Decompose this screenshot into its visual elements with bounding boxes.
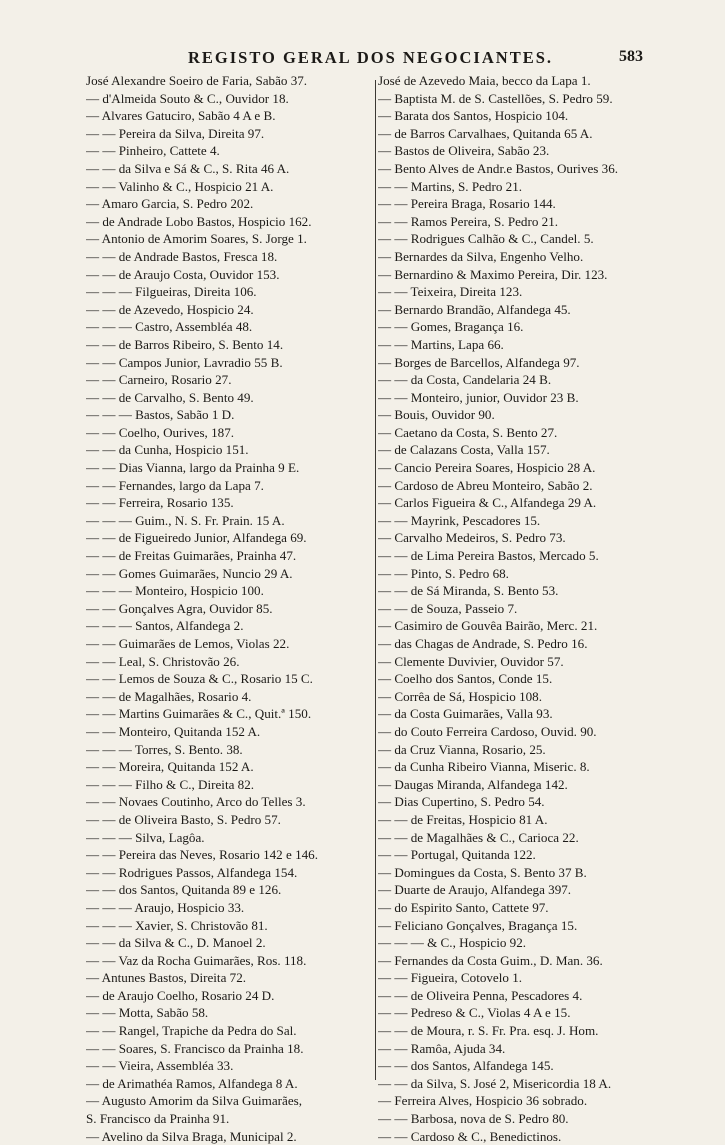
directory-entry: — Antonio de Amorim Soares, S. Jorge 1.: [86, 231, 307, 247]
directory-entry: — Carlos Figueira & C., Alfandega 29 A.: [378, 495, 597, 511]
directory-entry: — — Valinho & C., Hospicio 21 A.: [86, 178, 274, 194]
directory-entry: — Duarte de Araujo, Alfandega 397.: [378, 882, 572, 898]
directory-entry: — — — Castro, Assembléa 48.: [86, 319, 253, 335]
directory-entry: — — — Araujo, Hospicio 33.: [86, 899, 245, 915]
page-number: 583: [619, 48, 643, 65]
directory-entry: — — Vaz da Rocha Guimarães, Ros. 118.: [86, 952, 307, 968]
directory-entry: — — Portugal, Quitanda 122.: [378, 847, 536, 863]
directory-entry: — Feliciano Gonçalves, Bragança 15.: [378, 917, 578, 933]
directory-entry: S. Francisco da Prainha 91.: [86, 1111, 230, 1127]
directory-entry: — — da Silva & C., D. Manoel 2.: [86, 935, 266, 951]
directory-entry: — — Leal, S. Christovão 26.: [86, 653, 240, 669]
directory-entry: — — da Cunha, Hospicio 151.: [86, 442, 249, 458]
directory-entry: — — Martins Guimarães & C., Quit.ª 150.: [86, 706, 312, 722]
directory-entry: — Carvalho Medeiros, S. Pedro 73.: [378, 530, 566, 546]
left-column: [86, 72, 373, 1145]
directory-entry: — — — Guim., N. S. Fr. Prain. 15 A.: [86, 512, 285, 528]
directory-entry: — Avelino da Silva Braga, Municipal 2.: [86, 1128, 297, 1144]
directory-entry: — Coelho dos Santos, Conde 15.: [378, 671, 553, 687]
directory-entry: — — da Costa, Candelaria 24 B.: [378, 372, 552, 388]
directory-entry: — — Figueira, Cotovelo 1.: [378, 970, 523, 986]
directory-entry: — Bastos de Oliveira, Sabão 23.: [378, 143, 550, 159]
directory-entry: — — de Lima Pereira Bastos, Mercado 5.: [378, 548, 599, 564]
directory-entry: — Bouis, Ouvidor 90.: [378, 407, 495, 423]
directory-entry: — Corrêa de Sá, Hospicio 108.: [378, 688, 543, 704]
directory-entry: — Cardoso de Abreu Monteiro, Sabão 2.: [378, 477, 593, 493]
directory-entry: — — Pinheiro, Cattete 4.: [86, 143, 220, 159]
directory-entry: — — Fernandes, largo da Lapa 7.: [86, 477, 264, 493]
directory-entry: — da Cruz Vianna, Rosario, 25.: [378, 741, 546, 757]
directory-entry: — — — Filgueiras, Direita 106.: [86, 284, 257, 300]
directory-entry: — — Mayrink, Pescadores 15.: [378, 512, 541, 528]
directory-entry: — — da Silva, S. José 2, Misericordia 18 A.: [378, 1075, 612, 1091]
directory-entry: — — de Freitas, Hospicio 81 A.: [378, 811, 548, 827]
directory-entry: — Domingues da Costa, S. Bento 37 B.: [378, 864, 587, 880]
directory-entry: — — Carneiro, Rosario 27.: [86, 372, 232, 388]
directory-entry: — — Guimarães de Lemos, Violas 22.: [86, 636, 290, 651]
directory-entry: — — Gomes, Bragança 16.: [378, 319, 524, 335]
directory-entry: — Bernardes da Silva, Engenho Velho.: [378, 248, 584, 264]
directory-entry: — — Rangel, Trapiche da Pedra do Sal.: [86, 1023, 297, 1039]
directory-entry: — Bernardino & Maximo Pereira, Dir. 123.: [378, 266, 608, 282]
right-column: [378, 72, 655, 1145]
directory-entry: — — Ferreira, Rosario 135.: [86, 495, 234, 511]
directory-entry: — — de Barros Ribeiro, S. Bento 14.: [86, 336, 284, 352]
directory-entry: — Borges de Barcellos, Alfandega 97.: [378, 354, 580, 370]
directory-entry: — — Lemos de Souza & C., Rosario 15 C.: [86, 671, 313, 687]
directory-entry: — da Cunha Ribeiro Vianna, Miseric. 8.: [378, 759, 590, 775]
directory-entry: — — Martins, Lapa 66.: [378, 336, 504, 352]
directory-entry: — — de Magalhães, Rosario 4.: [86, 688, 252, 704]
directory-entry: — — Ramôa, Ajuda 34.: [378, 1040, 506, 1056]
directory-entry: — Ferreira Alves, Hospicio 36 sobrado.: [378, 1093, 588, 1109]
directory-entry: — Baptista M. de S. Castellões, S. Pedro 59.: [378, 90, 613, 106]
directory-entry: — do Couto Ferreira Cardoso, Ouvid. 90.: [378, 723, 597, 739]
directory-entry: — Clemente Duvivier, Ouvidor 57.: [378, 653, 564, 669]
directory-entry: — — — Torres, S. Bento. 38.: [86, 741, 243, 757]
directory-entry: — Fernandes da Costa Guim., D. Man. 36.: [378, 952, 603, 968]
directory-entry: — — Pereira da Silva, Direita 97.: [86, 125, 265, 141]
directory-entry: — Cancio Pereira Soares, Hospicio 28 A.: [378, 460, 596, 476]
directory-entry: — Caetano da Costa, S. Bento 27.: [378, 424, 558, 440]
directory-entry: — Antunes Bastos, Direita 72.: [86, 970, 247, 986]
directory-entry: — — de Magalhães & C., Carioca 22.: [378, 829, 579, 845]
directory-entry: — — Pereira das Neves, Rosario 142 e 146.: [86, 847, 318, 863]
directory-entry: — — dos Santos, Quitanda 89 e 126.: [86, 882, 282, 898]
directory-entry: — — de Souza, Passeio 7.: [378, 600, 518, 616]
directory-entry: — — Monteiro, Quitanda 152 A.: [86, 723, 261, 739]
directory-entry: — — de Figueiredo Junior, Alfandega 69.: [86, 530, 307, 546]
directory-entry: — de Arimathéa Ramos, Alfandega 8 A.: [86, 1075, 298, 1091]
directory-entry: — — Barbosa, nova de S. Pedro 80.: [378, 1111, 569, 1127]
directory-entry: — — — Monteiro, Hospicio 100.: [86, 583, 264, 599]
directory-entry: — de Andrade Lobo Bastos, Hospicio 162.: [86, 213, 312, 229]
directory-entry: — do Espirito Santo, Cattete 97.: [378, 899, 549, 915]
directory-entry: — — de Araujo Costa, Ouvidor 153.: [86, 266, 280, 282]
directory-entry: — — Cardoso & C., Benedictinos.: [378, 1128, 562, 1144]
directory-entry: — de Araujo Coelho, Rosario 24 D.: [86, 987, 275, 1003]
directory-entry: — — Vieira, Assembléa 33.: [86, 1058, 234, 1074]
directory-entry: — — — Bastos, Sabão 1 D.: [86, 407, 235, 423]
page-header: [86, 48, 643, 72]
directory-entry: — — — Silva, Lagôa.: [86, 829, 205, 845]
directory-entry: — — Novaes Coutinho, Arco do Telles 3.: [86, 794, 306, 810]
directory-entry: — — Martins, S. Pedro 21.: [378, 178, 523, 194]
directory-entry: José de Azevedo Maia, becco da Lapa 1.: [378, 73, 591, 88]
directory-entry: — — — & C., Hospicio 92.: [378, 935, 527, 951]
directory-entry: — — de Moura, r. S. Fr. Pra. esq. J. Hom.: [378, 1023, 599, 1039]
directory-entry: — Barata dos Santos, Hospicio 104.: [378, 108, 569, 124]
directory-entry: — — Campos Junior, Lavradio 55 B.: [86, 354, 283, 370]
directory-entry: — — — Filho & C., Direita 82.: [86, 776, 255, 792]
directory-entry: — — Gonçalves Agra, Ouvidor 85.: [86, 600, 273, 616]
column-divider: [375, 80, 376, 1080]
directory-entry: — — de Carvalho, S. Bento 49.: [86, 389, 254, 405]
directory-entry: — Casimiro de Gouvêa Bairão, Merc. 21.: [378, 618, 598, 634]
directory-entry: — Dias Cupertino, S. Pedro 54.: [378, 794, 545, 810]
directory-entry: — — de Sá Miranda, S. Bento 53.: [378, 583, 559, 599]
directory-entry: — de Barros Carvalhaes, Quitanda 65 A.: [378, 125, 593, 141]
directory-entry: — — de Azevedo, Hospicio 24.: [86, 301, 254, 317]
directory-entry: — — Pedreso & C., Violas 4 A e 15.: [378, 1005, 571, 1021]
directory-entry: — — Soares, S. Francisco da Prainha 18.: [86, 1040, 304, 1056]
directory-entry: — Alvares Gatuciro, Sabão 4 A e B.: [86, 108, 276, 124]
directory-entry: — Bento Alves de Andr.e Bastos, Ourives 36.: [378, 160, 619, 176]
directory-entry: — — — Santos, Alfandega 2.: [86, 618, 244, 634]
directory-entry: — — de Andrade Bastos, Fresca 18.: [86, 248, 278, 264]
directory-entry: — — de Oliveira Basto, S. Pedro 57.: [86, 811, 281, 827]
directory-entry: — — Moreira, Quitanda 152 A.: [86, 759, 254, 775]
directory-entry: — — Pereira Braga, Rosario 144.: [378, 196, 556, 212]
directory-entry: — — Coelho, Ourives, 187.: [86, 424, 235, 440]
directory-entry: — — Ramos Pereira, S. Pedro 21.: [378, 213, 559, 229]
directory-entry: — — de Oliveira Penna, Pescadores 4.: [378, 987, 583, 1003]
directory-entry: — — — Xavier, S. Christovão 81.: [86, 917, 268, 933]
directory-entry: — Bernardo Brandão, Alfandega 45.: [378, 301, 571, 317]
directory-entry: — Amaro Garcia, S. Pedro 202.: [86, 196, 254, 212]
directory-entry: — — Pinto, S. Pedro 68.: [378, 565, 509, 581]
directory-entry: José Alexandre Soeiro de Faria, Sabão 37.: [86, 73, 308, 88]
directory-entry: — de Calazans Costa, Valla 157.: [378, 442, 550, 458]
directory-entry: — d'Almeida Souto & C., Ouvidor 18.: [86, 90, 289, 106]
directory-entry: — — Teixeira, Direita 123.: [378, 284, 523, 300]
directory-entry: — — Rodrigues Passos, Alfandega 154.: [86, 864, 298, 880]
directory-entry: — — Dias Vianna, largo da Prainha 9 E.: [86, 460, 300, 476]
directory-entry: — — Rodrigues Calhão & C., Candel. 5.: [378, 231, 594, 247]
directory-entry: — — dos Santos, Alfandega 145.: [378, 1058, 554, 1074]
directory-entry: — da Costa Guimarães, Valla 93.: [378, 706, 553, 722]
directory-entry: — Daugas Miranda, Alfandega 142.: [378, 776, 568, 792]
directory-entry: — — Gomes Guimarães, Nuncio 29 A.: [86, 565, 293, 581]
directory-entry: — das Chagas de Andrade, S. Pedro 16.: [378, 636, 588, 651]
directory-entry: — — da Silva e Sá & C., S. Rita 46 A.: [86, 160, 290, 176]
directory-entry: — — de Freitas Guimarães, Prainha 47.: [86, 548, 297, 564]
page-title: REGISTO GERAL DOS NEGOCIANTES.: [187, 48, 554, 67]
directory-entry: — — Monteiro, junior, Ouvidor 23 B.: [378, 389, 579, 405]
directory-entry: — — Motta, Sabão 58.: [86, 1005, 209, 1021]
directory-entry: — Augusto Amorim da Silva Guimarães,: [86, 1093, 303, 1109]
